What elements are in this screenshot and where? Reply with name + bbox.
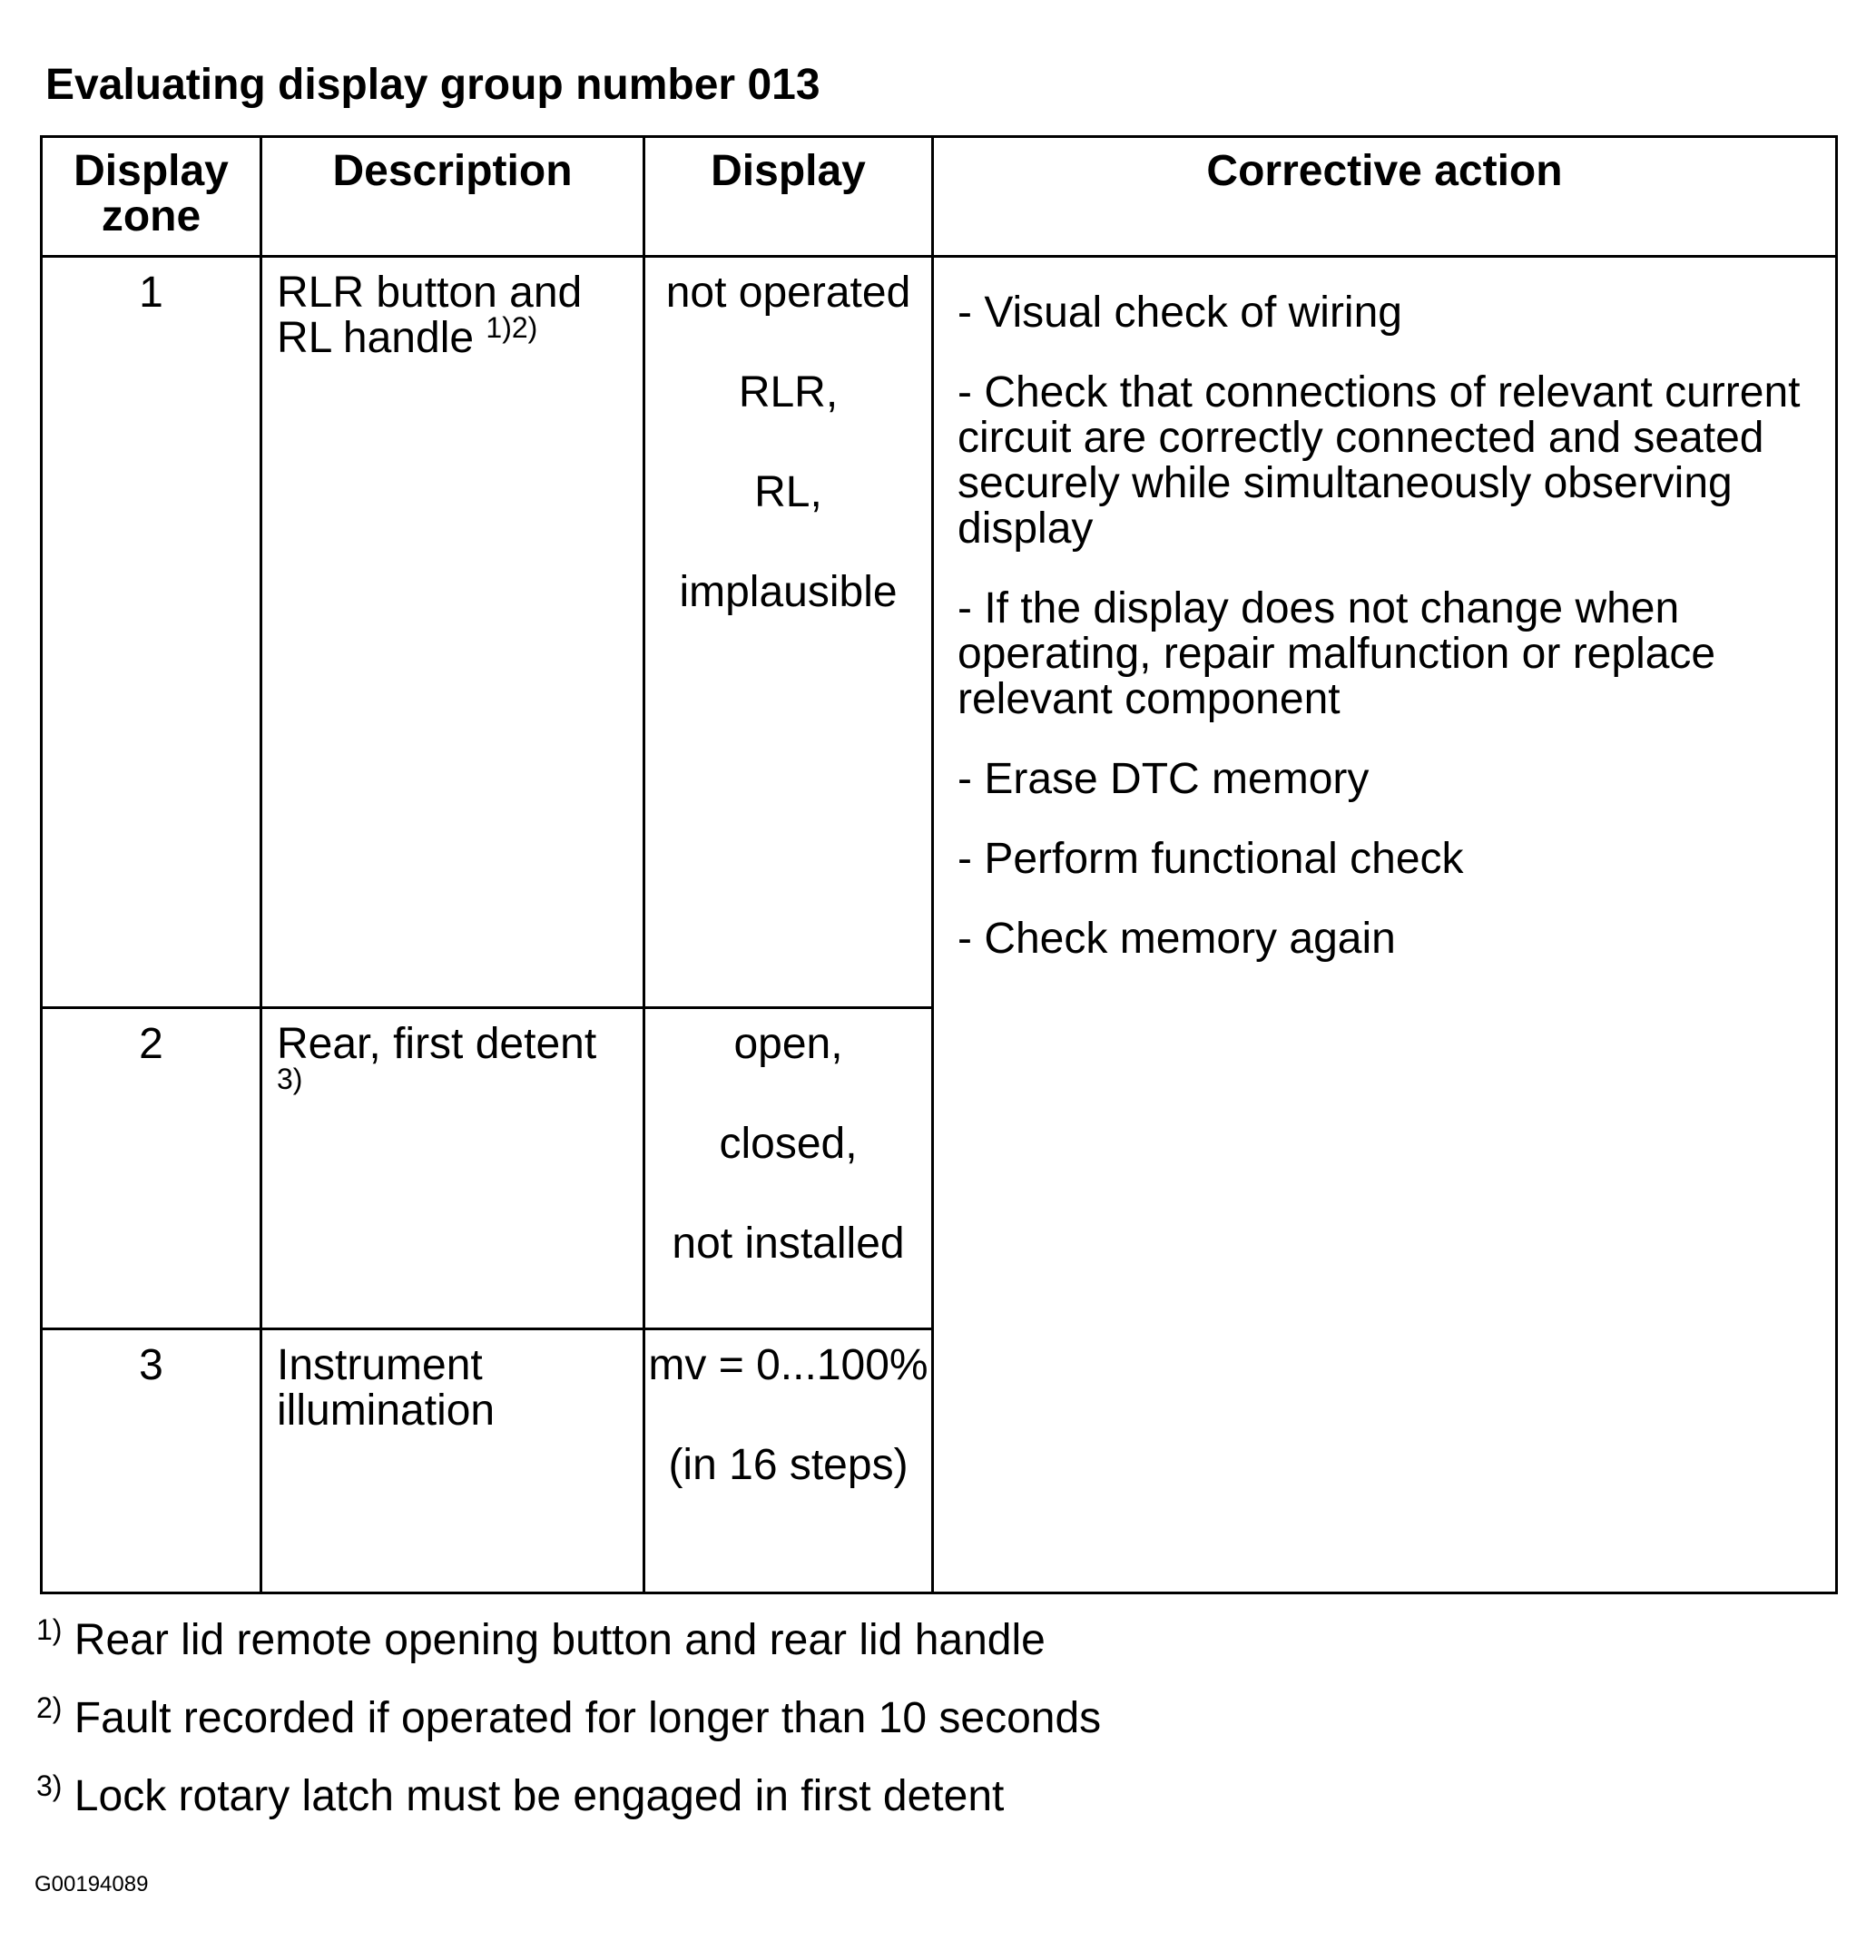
display-value: RLR, <box>738 368 839 416</box>
display-cell <box>644 1007 933 1329</box>
header-display-zone: Display zone <box>42 137 261 257</box>
footnote-text: Lock rotary latch must be engaged in first detent <box>74 1772 1005 1820</box>
footnote-marker: 1) <box>36 1613 63 1646</box>
footnote <box>36 1693 1101 1744</box>
action-step: - Erase DTC memory <box>958 755 1370 803</box>
action-step: - If the display does not change when operating, repair malfunction or replace relevant component <box>958 584 1716 723</box>
table-header-row <box>42 137 1837 257</box>
display-value: not installed <box>672 1219 905 1268</box>
action-step: - Check that connections of relevant current circuit are correctly connected and seated securely while simultaneously observing display <box>958 368 1801 553</box>
footnote-marker: 3) <box>36 1769 63 1802</box>
footnote-text: Rear lid remote opening button and rear lid handle <box>74 1616 1046 1664</box>
zone-cell: 1 <box>42 257 261 1008</box>
footnote-ref: 1)2) <box>486 311 538 344</box>
zone-cell: 2 <box>42 1007 261 1329</box>
display-value: (in 16 steps) <box>668 1441 909 1490</box>
action-step: - Check memory again <box>958 915 1396 963</box>
description-text: RLR button and RL handle <box>277 269 583 362</box>
header-display: Display <box>644 137 933 257</box>
display-cell <box>644 257 933 1008</box>
figure-code: G00194089 <box>34 1872 149 1896</box>
footnote <box>36 1771 1101 1822</box>
footnote-ref: 3) <box>277 1062 303 1095</box>
footnotes <box>36 1615 1101 1849</box>
header-description: Description <box>261 137 644 257</box>
footnote <box>36 1615 1101 1666</box>
display-value: RL, <box>754 468 822 516</box>
description-cell <box>261 257 644 1008</box>
page-title: Evaluating display group number 013 <box>45 61 820 109</box>
description-text: Instrument illumination <box>277 1341 496 1436</box>
description-cell <box>261 1007 644 1329</box>
display-value: implausible <box>679 568 898 616</box>
footnote-marker: 2) <box>36 1691 63 1724</box>
display-value: mv = 0...100% <box>648 1341 928 1390</box>
display-cell <box>644 1329 933 1593</box>
description-cell <box>261 1329 644 1593</box>
display-group-table <box>40 135 1838 1594</box>
header-corrective-action: Corrective action <box>933 137 1837 257</box>
footnote-text: Fault recorded if operated for longer than 10 seconds <box>74 1694 1102 1742</box>
description-text: Rear, first detent <box>277 1019 597 1068</box>
table-row <box>42 257 1837 1008</box>
corrective-action-cell <box>933 257 1837 1593</box>
display-value: not operated <box>665 269 911 317</box>
display-value: open, <box>733 1019 843 1068</box>
action-step: - Perform functional check <box>958 835 1464 883</box>
zone-cell: 3 <box>42 1329 261 1593</box>
display-value: closed, <box>719 1119 858 1168</box>
action-step: - Visual check of wiring <box>958 289 1402 337</box>
